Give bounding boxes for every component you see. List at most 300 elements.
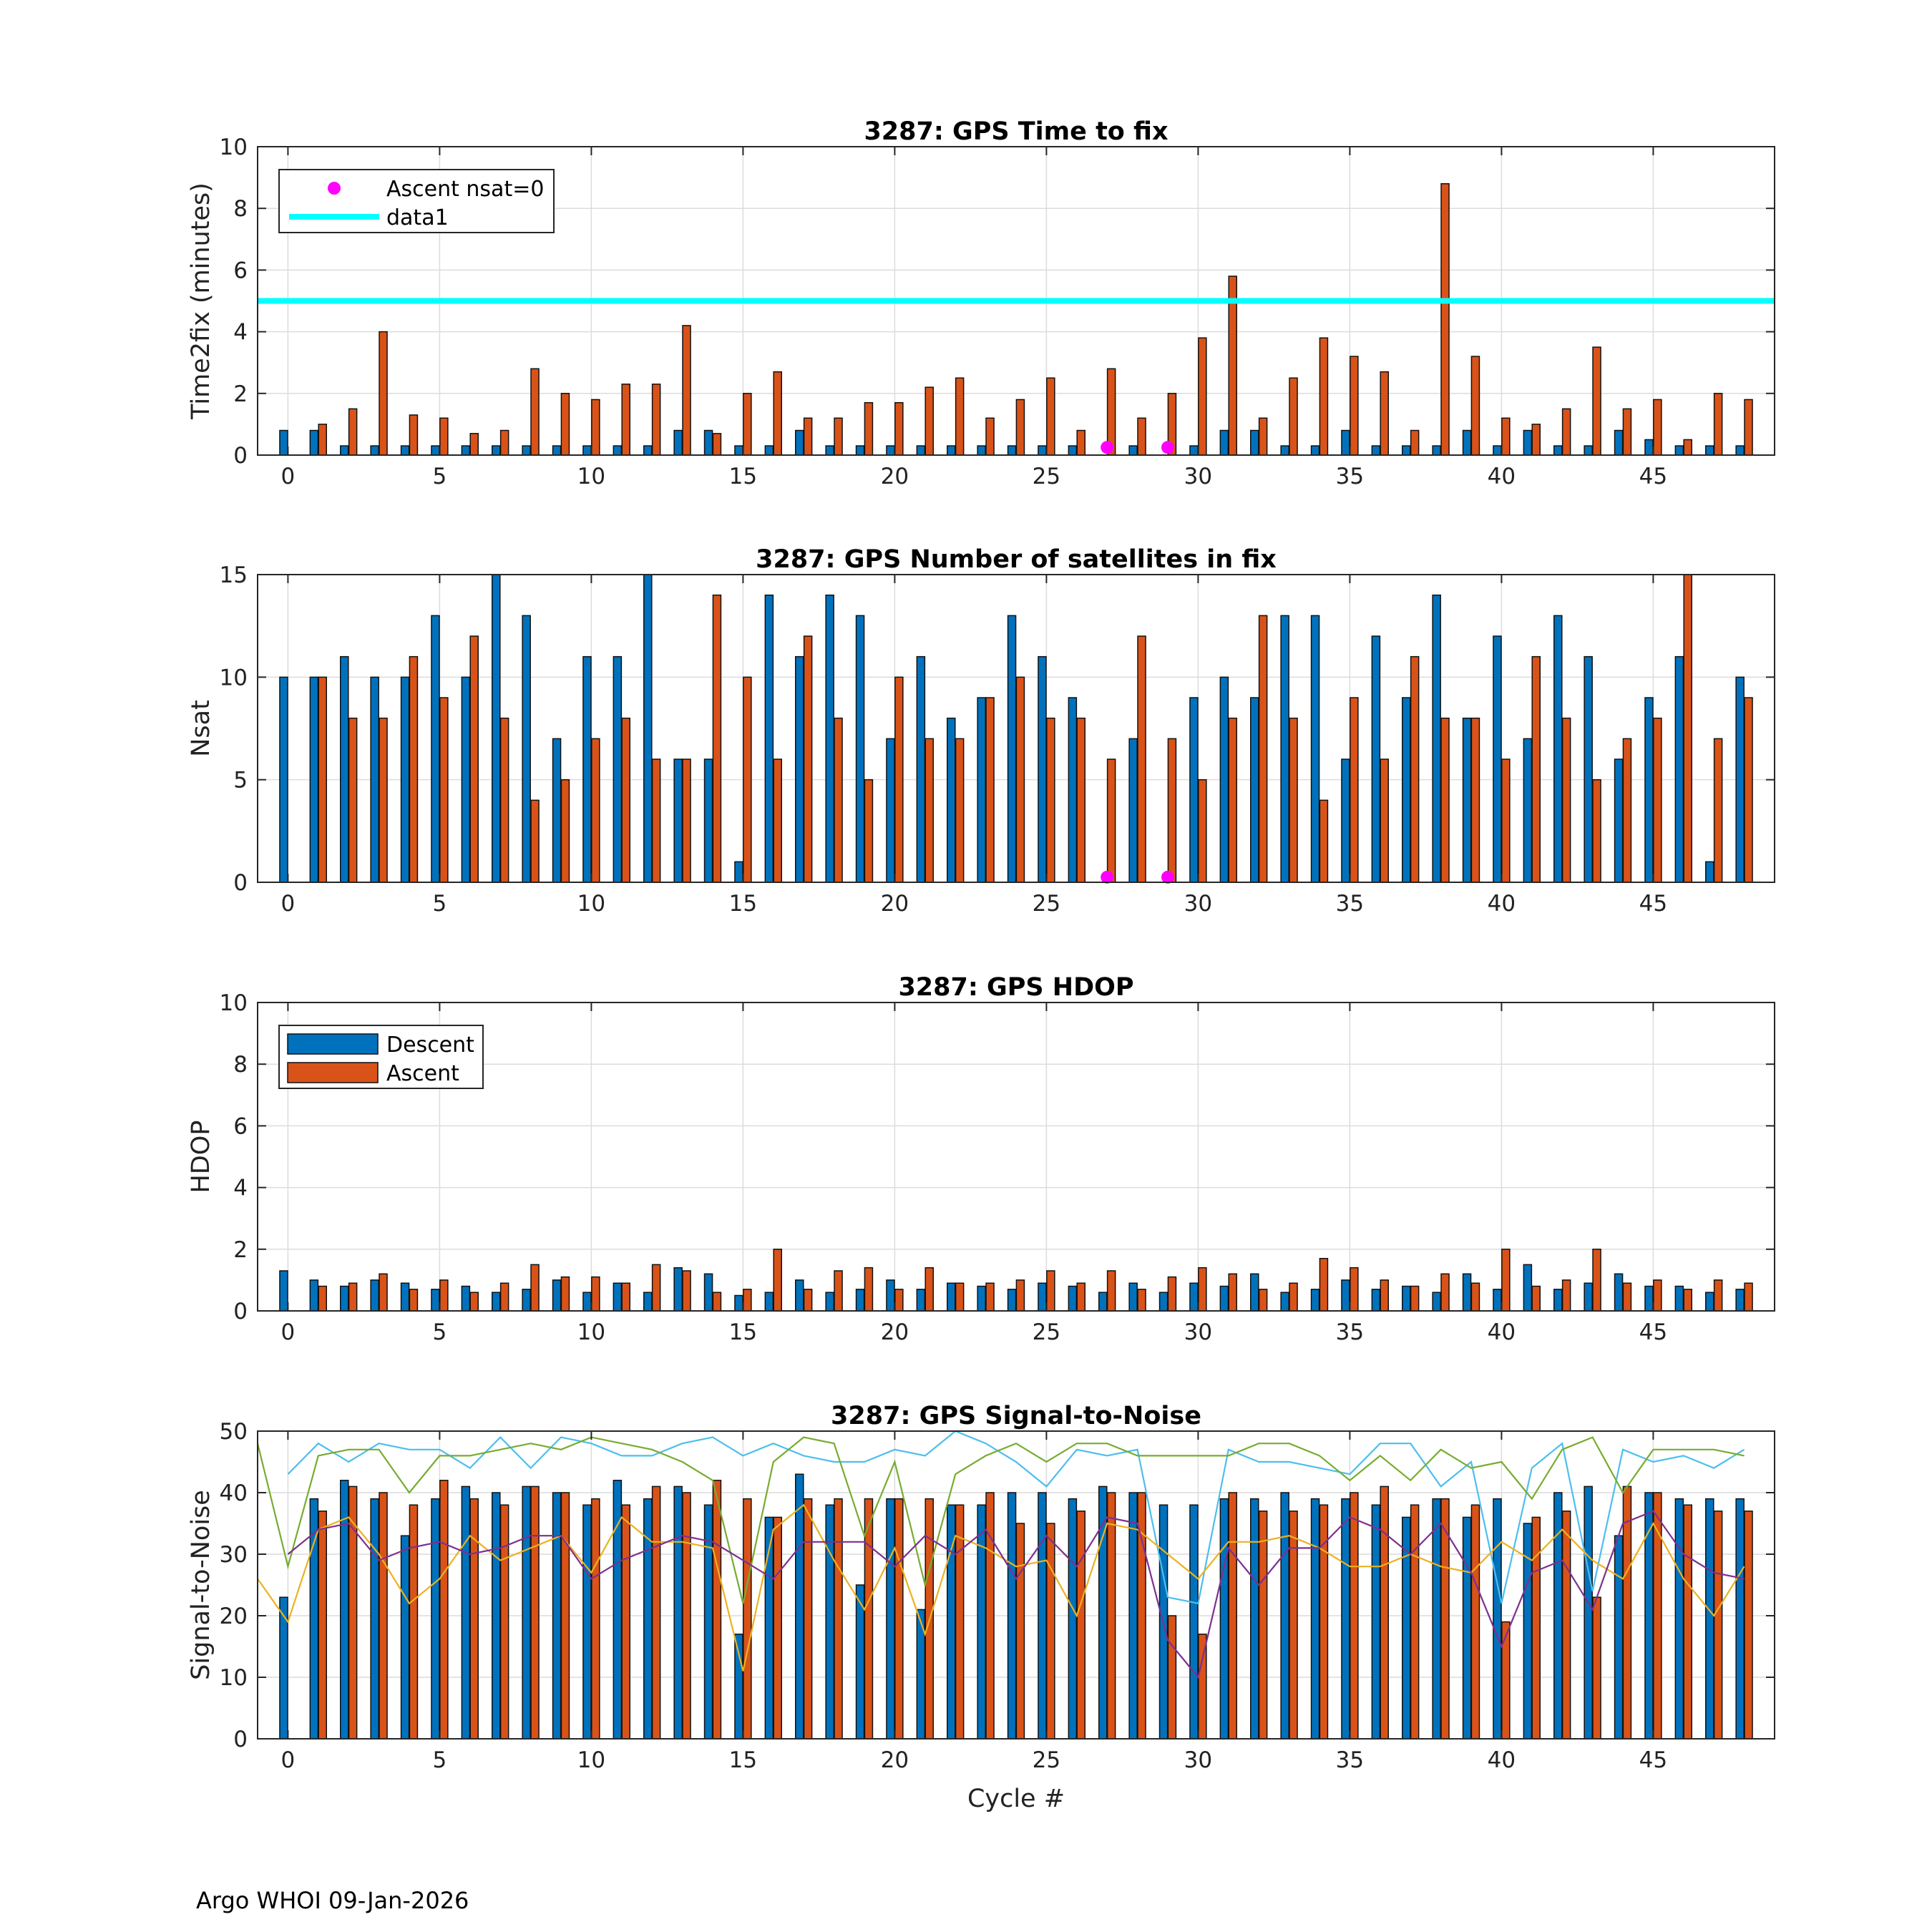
bar-ascent (1563, 409, 1571, 455)
bar-ascent (409, 657, 417, 882)
bar-descent (674, 1268, 682, 1311)
bar-descent (1523, 738, 1531, 882)
bar-ascent (1411, 1287, 1419, 1311)
bar-ascent (895, 1289, 903, 1311)
bar-descent (705, 431, 713, 455)
bar-ascent (1199, 780, 1206, 882)
bar-ascent (1593, 1597, 1601, 1739)
bar-descent (735, 1295, 743, 1311)
bar-descent (1402, 1287, 1410, 1311)
bar-ascent (1350, 1493, 1358, 1739)
bar-ascent (440, 1480, 448, 1739)
bar-descent (1675, 1499, 1683, 1739)
bar-descent (826, 446, 834, 455)
bar-descent (947, 718, 955, 882)
bar-descent (431, 615, 439, 882)
bar-descent (1038, 1493, 1046, 1739)
legend (279, 170, 554, 233)
bar-ascent (531, 1486, 539, 1739)
bar-ascent (1016, 677, 1024, 882)
bar-descent (1068, 698, 1076, 882)
bar-descent (887, 738, 894, 882)
bar-descent (583, 657, 591, 882)
bar-descent (947, 446, 955, 455)
bar-ascent (440, 1280, 448, 1311)
bar-ascent (1047, 1271, 1055, 1311)
bar-ascent (956, 738, 964, 882)
bar-descent (674, 431, 682, 455)
y-tick-label: 0 (233, 1299, 248, 1324)
x-tick-label: 0 (280, 1319, 296, 1345)
bar-descent (1615, 1536, 1623, 1739)
bar-descent (1312, 1289, 1319, 1311)
bar-ascent (683, 1493, 691, 1739)
y-tick-label: 0 (233, 443, 248, 469)
bar-ascent (713, 1292, 721, 1311)
x-tick-label: 35 (1335, 1319, 1365, 1345)
bar-ascent (895, 677, 903, 882)
bar-ascent (1684, 1289, 1692, 1311)
bar-descent (1554, 1493, 1562, 1739)
bar-ascent (622, 718, 630, 882)
bar-descent (1129, 446, 1137, 455)
bar-ascent (1684, 439, 1692, 455)
bar-ascent (1441, 718, 1449, 882)
legend (279, 1025, 483, 1088)
bar-descent (796, 657, 804, 882)
bar-ascent (834, 1271, 842, 1311)
bar-descent (1372, 1505, 1380, 1739)
bar-descent (1554, 615, 1562, 882)
bar-descent (1615, 759, 1623, 882)
y-tick-label: 2 (233, 1236, 248, 1263)
bar-descent (553, 1493, 561, 1739)
bar-ascent (925, 738, 933, 882)
bar-ascent (1138, 636, 1146, 882)
bar-descent (1220, 431, 1228, 455)
bar-descent (1493, 636, 1501, 882)
bar-ascent (1502, 1622, 1510, 1739)
bar-ascent (864, 780, 872, 882)
bar-ascent (1502, 759, 1510, 882)
y-tick-label: 6 (233, 1113, 248, 1140)
bar-descent (341, 446, 348, 455)
bar-ascent (470, 1292, 478, 1311)
bar-descent (371, 1280, 379, 1311)
bar-ascent (956, 1505, 964, 1739)
bar-descent (917, 1289, 924, 1311)
bar-descent (765, 446, 773, 455)
bar-ascent (470, 434, 478, 455)
bar-descent (522, 1289, 530, 1311)
bar-descent (431, 1289, 439, 1311)
bar-descent (492, 1292, 500, 1311)
bar-ascent (1593, 1249, 1601, 1311)
bar-ascent (1532, 424, 1540, 455)
bar-ascent (1380, 372, 1388, 455)
bar-descent (1675, 657, 1683, 882)
bar-descent (1129, 738, 1137, 882)
bar-ascent (1350, 356, 1358, 455)
x-tick-label: 10 (577, 1319, 606, 1345)
x-tick-label: 20 (880, 1747, 909, 1773)
bar-ascent (804, 1289, 812, 1311)
bar-descent (553, 446, 561, 455)
bar-descent (1281, 1493, 1289, 1739)
bar-ascent (713, 434, 721, 455)
bar-ascent (1654, 718, 1662, 882)
bar-descent (1251, 698, 1259, 882)
bar-descent (826, 595, 834, 882)
bar-descent (1342, 759, 1350, 882)
bar-descent (674, 759, 682, 882)
bar-ascent (1623, 409, 1631, 455)
bar-descent (1433, 1292, 1440, 1311)
bar-ascent (1259, 1511, 1267, 1739)
x-tick-label: 30 (1184, 1747, 1213, 1773)
legend-label: Ascent (386, 1061, 459, 1086)
bar-ascent (1714, 394, 1722, 455)
bar-ascent (1319, 1259, 1327, 1311)
bar-ascent (440, 418, 448, 455)
bar-ascent (1350, 1268, 1358, 1311)
bar-descent (644, 575, 652, 882)
bar-ascent (561, 394, 569, 455)
x-tick-label: 25 (1032, 1319, 1061, 1345)
bar-descent (1190, 446, 1198, 455)
bar-ascent (1471, 1505, 1479, 1739)
bar-descent (947, 1283, 955, 1311)
y-tick-label: 0 (233, 1727, 248, 1752)
bar-ascent (1411, 657, 1419, 882)
bar-ascent (1714, 1280, 1722, 1311)
bar-ascent (1229, 1493, 1236, 1739)
bar-ascent (561, 1493, 569, 1739)
bar-descent (644, 1499, 652, 1739)
bar-ascent (1623, 1283, 1631, 1311)
bar-descent (1615, 1274, 1623, 1311)
bar-ascent (1380, 759, 1388, 882)
bar-descent (1281, 615, 1289, 882)
bar-ascent (653, 1486, 660, 1739)
bar-ascent (379, 1274, 387, 1311)
legend-swatch-icon (288, 1063, 378, 1083)
bar-descent (1372, 636, 1380, 882)
bar-ascent (1289, 1283, 1297, 1311)
bar-ascent (1745, 1511, 1752, 1739)
bar-descent (1160, 1292, 1168, 1311)
bar-ascent (653, 384, 660, 455)
bar-ascent (1532, 1517, 1540, 1739)
x-tick-label: 10 (577, 1747, 606, 1773)
bar-ascent (1654, 399, 1662, 455)
bar-descent (977, 446, 985, 455)
bar-ascent (1563, 1280, 1571, 1311)
bar-ascent (1532, 1287, 1540, 1311)
bar-descent (1008, 1289, 1016, 1311)
y-axis-label: Time2fix (minutes) (187, 182, 215, 419)
bar-ascent (1259, 418, 1267, 455)
bar-ascent (743, 1289, 751, 1311)
bar-descent (1402, 698, 1410, 882)
bar-descent (1736, 677, 1744, 882)
footer-text: Argo WHOI 09-Jan-2026 (196, 1887, 469, 1914)
bar-descent (492, 575, 500, 882)
bar-ascent (1259, 615, 1267, 882)
bar-descent (917, 657, 924, 882)
bar-ascent (318, 1287, 326, 1311)
bar-descent (1675, 446, 1683, 455)
bar-descent (1038, 446, 1046, 455)
panel-nsat (187, 545, 1775, 917)
plot-area (258, 1002, 1775, 1311)
bar-descent (1312, 446, 1319, 455)
x-tick-label: 0 (280, 891, 296, 917)
x-tick-label: 35 (1335, 464, 1365, 489)
x-tick-label: 40 (1487, 464, 1516, 489)
bar-ascent (531, 800, 539, 882)
bar-descent (1433, 446, 1440, 455)
x-tick-label: 5 (432, 464, 447, 489)
bar-descent (401, 1536, 409, 1739)
bar-ascent (653, 1264, 660, 1311)
y-tick-label: 10 (219, 990, 248, 1016)
bar-descent (857, 446, 864, 455)
bar-descent (1706, 446, 1714, 455)
bar-descent (1493, 446, 1501, 455)
bar-ascent (561, 1277, 569, 1311)
bar-descent (371, 446, 379, 455)
bar-ascent (409, 1289, 417, 1311)
bar-descent (765, 595, 773, 882)
bar-descent (735, 446, 743, 455)
x-tick-label: 10 (577, 464, 606, 489)
bar-ascent (1532, 657, 1540, 882)
bar-ascent (743, 394, 751, 455)
bar-ascent (1471, 356, 1479, 455)
bar-ascent (1077, 431, 1085, 455)
bar-descent (280, 1271, 288, 1311)
y-tick-label: 4 (233, 319, 248, 346)
bar-descent (522, 1486, 530, 1739)
bar-descent (826, 1292, 834, 1311)
bar-descent (371, 677, 379, 882)
y-tick-label: 5 (233, 767, 248, 794)
bar-descent (431, 1499, 439, 1739)
y-axis-label: HDOP (187, 1120, 215, 1194)
bar-ascent (986, 418, 994, 455)
bar-descent (1190, 698, 1198, 882)
bar-descent (735, 1634, 743, 1739)
bar-ascent (1684, 575, 1692, 882)
bar-ascent (683, 759, 691, 882)
bar-descent (1463, 431, 1471, 455)
bar-descent (887, 1280, 894, 1311)
y-tick-label: 20 (219, 1604, 248, 1629)
bar-descent (765, 1292, 773, 1311)
bar-ascent (1289, 378, 1297, 455)
bar-descent (977, 698, 985, 882)
bar-ascent (349, 409, 357, 455)
bar-ascent (349, 718, 357, 882)
bar-descent (553, 1280, 561, 1311)
bar-ascent (409, 415, 417, 455)
bar-descent (341, 1287, 348, 1311)
bar-ascent (592, 399, 600, 455)
panel-time2fix (187, 117, 1775, 489)
x-tick-label: 35 (1335, 891, 1365, 917)
bar-ascent (1168, 1616, 1176, 1739)
marker-ascent-nsat0 (1161, 441, 1174, 454)
marker-ascent-nsat0 (1101, 441, 1113, 454)
bar-ascent (1077, 1283, 1085, 1311)
bar-descent (1220, 1287, 1228, 1311)
bar-descent (735, 862, 743, 882)
bar-descent (462, 1287, 469, 1311)
bar-ascent (1441, 1274, 1449, 1311)
x-tick-label: 15 (728, 1747, 758, 1773)
bar-descent (583, 1505, 591, 1739)
bar-ascent (1411, 431, 1419, 455)
bar-descent (522, 615, 530, 882)
bar-descent (1463, 1517, 1471, 1739)
bar-ascent (1168, 1277, 1176, 1311)
x-tick-label: 25 (1032, 464, 1061, 489)
bar-descent (1190, 1505, 1198, 1739)
bar-descent (917, 446, 924, 455)
bar-ascent (1229, 718, 1236, 882)
bar-descent (1402, 446, 1410, 455)
y-tick-label: 10 (219, 1665, 248, 1691)
bar-ascent (1654, 1280, 1662, 1311)
bar-descent (796, 1280, 804, 1311)
bar-ascent (379, 1493, 387, 1739)
bar-ascent (561, 780, 569, 882)
bar-descent (462, 446, 469, 455)
bar-ascent (1077, 1511, 1085, 1739)
x-tick-label: 40 (1487, 891, 1516, 917)
bar-descent (401, 1283, 409, 1311)
bar-ascent (409, 1505, 417, 1739)
bar-descent (796, 431, 804, 455)
panel-title: 3287: GPS Signal-to-Noise (831, 1402, 1201, 1430)
y-tick-label: 10 (219, 135, 248, 160)
bar-ascent (895, 1499, 903, 1739)
x-tick-label: 20 (880, 891, 909, 917)
panel-hdop (187, 973, 1775, 1345)
bar-descent (613, 657, 621, 882)
bar-ascent (349, 1283, 357, 1311)
bar-ascent (1745, 399, 1752, 455)
bar-descent (1706, 862, 1714, 882)
bar-ascent (318, 424, 326, 455)
bar-ascent (1138, 418, 1146, 455)
bar-ascent (1411, 1505, 1419, 1739)
x-tick-label: 35 (1335, 1747, 1365, 1773)
x-tick-label: 25 (1032, 1747, 1061, 1773)
bar-ascent (864, 1499, 872, 1739)
legend-label: Descent (386, 1033, 474, 1058)
bar-descent (401, 446, 409, 455)
y-tick-label: 10 (219, 665, 248, 691)
bar-descent (310, 431, 318, 455)
bar-ascent (501, 1505, 509, 1739)
legend-label: Ascent nsat=0 (386, 177, 545, 202)
bar-descent (1523, 431, 1531, 455)
panel-title: 3287: GPS Time to fix (864, 117, 1169, 146)
bar-descent (1068, 446, 1076, 455)
bar-ascent (379, 718, 387, 882)
bar-ascent (1623, 1486, 1631, 1739)
bar-ascent (804, 636, 812, 882)
x-tick-label: 10 (577, 891, 606, 917)
y-tick-label: 15 (219, 562, 248, 588)
bar-descent (1220, 677, 1228, 882)
bar-descent (1038, 657, 1046, 882)
bar-descent (310, 1280, 318, 1311)
bar-ascent (1714, 1511, 1722, 1739)
x-tick-label: 30 (1184, 1319, 1213, 1345)
bar-ascent (1623, 738, 1631, 882)
bar-ascent (1441, 184, 1449, 455)
x-tick-label: 5 (432, 1319, 447, 1345)
bar-descent (1433, 595, 1440, 882)
bar-ascent (470, 1499, 478, 1739)
bar-ascent (1380, 1280, 1388, 1311)
bar-descent (826, 1505, 834, 1739)
bar-descent (977, 1505, 985, 1739)
bar-ascent (1471, 1283, 1479, 1311)
bar-descent (613, 1283, 621, 1311)
bar-ascent (774, 1249, 781, 1311)
bar-ascent (986, 1283, 994, 1311)
x-tick-label: 30 (1184, 891, 1213, 917)
bar-descent (1220, 1499, 1228, 1739)
bar-ascent (925, 1268, 933, 1311)
bar-ascent (592, 738, 600, 882)
bar-ascent (1350, 698, 1358, 882)
bar-ascent (1199, 338, 1206, 455)
bar-descent (1251, 1274, 1259, 1311)
bar-descent (522, 446, 530, 455)
bar-ascent (1016, 399, 1024, 455)
bar-descent (1372, 446, 1380, 455)
bar-descent (1433, 1499, 1440, 1739)
bar-ascent (440, 698, 448, 882)
bar-descent (1342, 431, 1350, 455)
bar-descent (613, 446, 621, 455)
bar-ascent (713, 1480, 721, 1739)
bar-ascent (834, 418, 842, 455)
bar-ascent (1563, 1511, 1571, 1739)
bar-descent (1342, 1280, 1350, 1311)
bar-descent (1645, 698, 1653, 882)
bar-descent (1342, 1499, 1350, 1739)
bar-ascent (1199, 1268, 1206, 1311)
bar-ascent (834, 1499, 842, 1739)
bar-ascent (622, 1505, 630, 1739)
bar-ascent (1502, 418, 1510, 455)
panel-snr (187, 1402, 1775, 1813)
x-tick-label: 5 (432, 1747, 447, 1773)
y-axis-label: Signal-to-Noise (187, 1490, 215, 1680)
bar-ascent (986, 698, 994, 882)
x-tick-label: 40 (1487, 1319, 1516, 1345)
bar-descent (705, 1274, 713, 1311)
y-tick-label: 30 (219, 1542, 248, 1568)
x-tick-label: 30 (1184, 464, 1213, 489)
x-tick-label: 20 (880, 464, 909, 489)
